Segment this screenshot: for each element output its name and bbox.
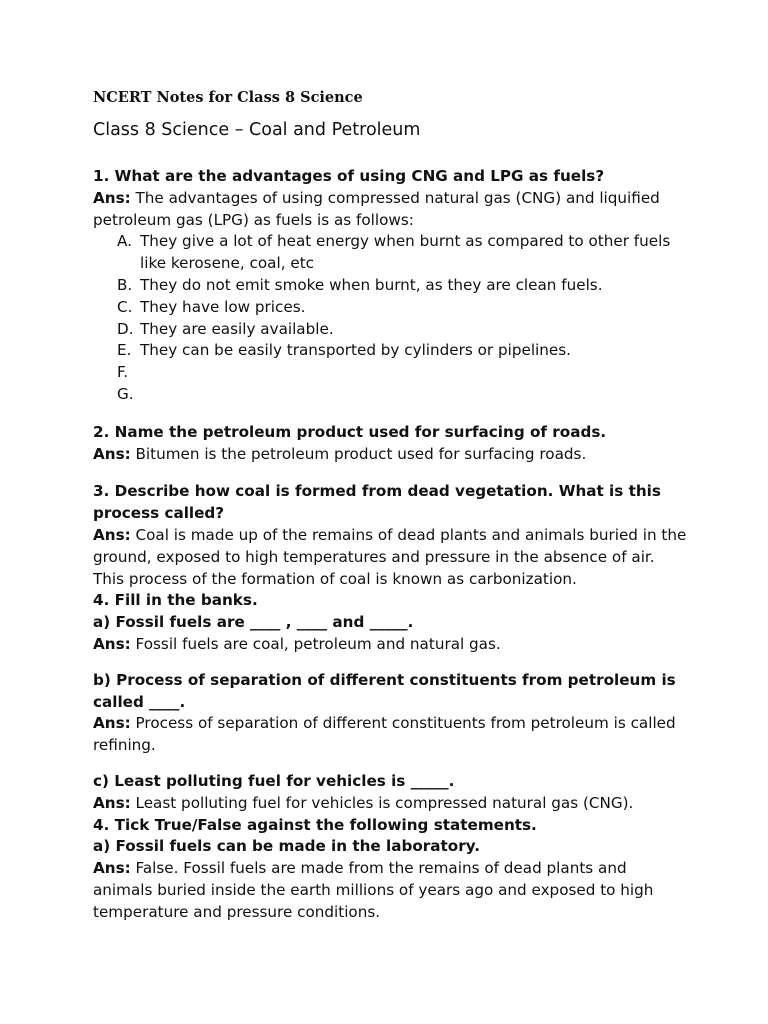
answer-4b [93, 713, 688, 757]
question-4: 4. Fill in the banks. [93, 591, 258, 610]
question-2: 2. Name the petroleum product used for surfacing of roads. [93, 422, 607, 441]
question-4b: b) Process of separation of different constituents from petroleum is called ____. [93, 670, 676, 711]
list-item [117, 340, 688, 362]
list-item-text: They can be easily transported by cylinders or pipelines. [140, 341, 571, 360]
ans-label: Ans: [93, 444, 131, 463]
list-item [117, 297, 688, 319]
document-header: NCERT Notes for Class 8 Science [93, 89, 363, 106]
list-item [117, 231, 688, 275]
ans-label: Ans: [93, 793, 131, 812]
question-5a: a) Fossil fuels can be made in the laboratory. [93, 837, 480, 856]
answer-3 [93, 525, 688, 590]
answer-3-text: Coal is made up of the remains of dead plants and animals buried in the ground, exposed to high temperatures and pressure in the absence of air. This process of the formation of coal is known as carbonization. [93, 525, 687, 588]
ans-label: Ans: [93, 859, 131, 878]
answer-1-list [93, 231, 688, 405]
ans-label: Ans: [93, 714, 131, 733]
ans-label: Ans: [93, 188, 131, 207]
list-marker: B. [117, 275, 133, 294]
question-4c: c) Least polluting fuel for vehicles is _____. [93, 771, 455, 790]
list-item-text: They are easily available. [140, 319, 334, 338]
list-item [117, 384, 688, 406]
question-4a: a) Fossil fuels are ____ , ____ and _____. [93, 613, 414, 632]
answer-1 [93, 188, 688, 232]
list-item-text: They give a lot of heat energy when burnt as compared to other fuels like kerosene, coal, etc [140, 232, 671, 273]
answer-4b-text: Process of separation of different constituents from petroleum is called refining. [93, 714, 676, 755]
list-marker: C. [117, 297, 133, 316]
answer-5a-text: False. Fossil fuels are made from the remains of dead plants and animals buried inside the earth millions of years ago and exposed to high temperature and pressure conditions. [93, 859, 654, 921]
answer-2-text: Bitumen is the petroleum product used for surfacing roads. [135, 444, 587, 463]
answer-4c [93, 793, 688, 815]
list-marker: G. [117, 384, 134, 403]
answer-2 [93, 444, 688, 466]
list-marker: A. [117, 232, 132, 251]
list-item [117, 362, 688, 384]
list-item-text [140, 363, 145, 381]
question-1: 1. What are the advantages of using CNG and LPG as fuels? [93, 167, 605, 185]
list-item [117, 319, 688, 341]
list-item-text [140, 385, 145, 403]
question-5: 4. Tick True/False against the following statements. [93, 815, 537, 834]
answer-5a [93, 858, 688, 923]
list-item-text: They do not emit smoke when burnt, as they are clean fuels. [140, 275, 603, 294]
answer-4a-text: Fossil fuels are coal, petroleum and natural gas. [135, 634, 501, 653]
answer-4c-text: Least polluting fuel for vehicles is compressed natural gas (CNG). [135, 793, 634, 812]
ans-label: Ans: [93, 525, 131, 544]
answer-4a [93, 634, 688, 656]
question-3: 3. Describe how coal is formed from dead vegetation. What is this process called? [93, 482, 661, 523]
list-marker: E. [117, 341, 132, 360]
ans-label: Ans: [93, 634, 131, 653]
answer-1-text: The advantages of using compressed natural gas (CNG) and liquified petroleum gas (LPG) as fuels is as follows: [93, 188, 660, 229]
list-marker: D. [117, 319, 134, 338]
page-title: Class 8 Science – Coal and Petroleum [93, 120, 421, 140]
list-item [117, 275, 688, 297]
list-marker: F. [117, 363, 129, 382]
list-item-text: They have low prices. [140, 297, 306, 316]
